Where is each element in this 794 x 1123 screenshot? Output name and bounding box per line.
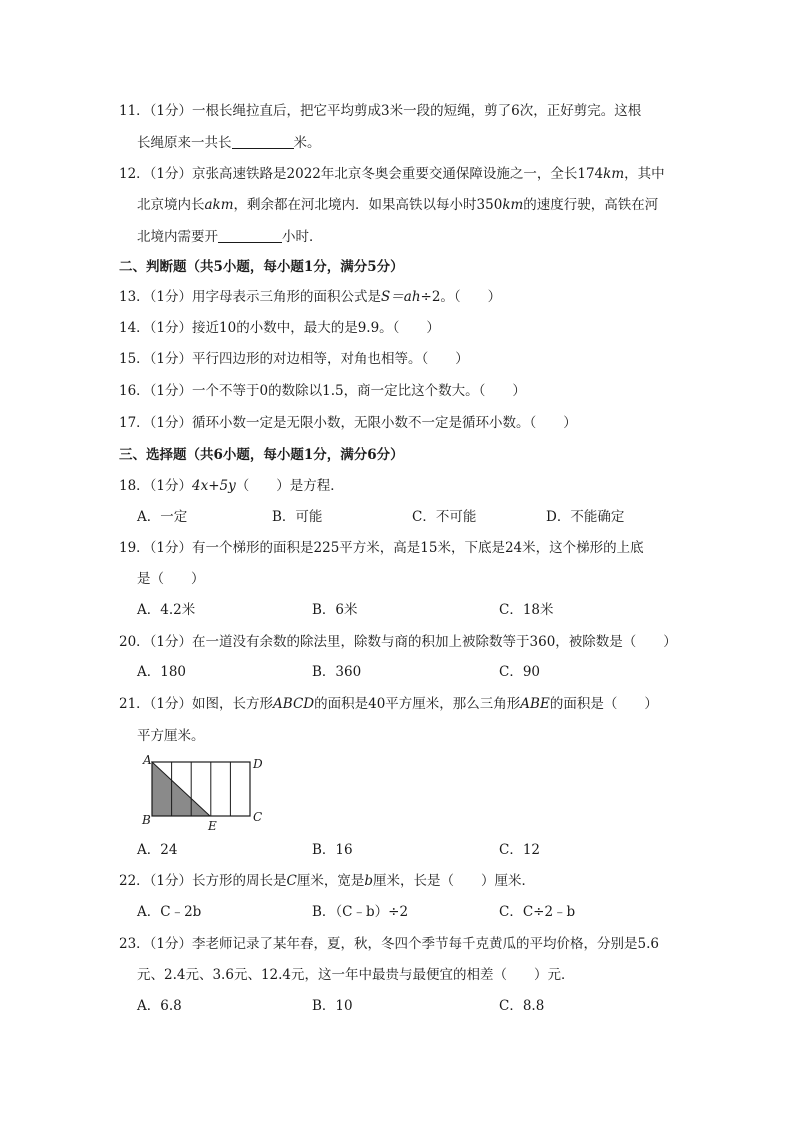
q21-text-a: 21．（1分）如图，长方形 bbox=[119, 696, 274, 712]
q12-text-b: ，其中 bbox=[624, 166, 665, 182]
q12-line3 bbox=[137, 227, 323, 247]
q12-line1 bbox=[119, 164, 665, 184]
q22-text-b: 厘米，宽是 bbox=[296, 873, 365, 889]
q22-line1 bbox=[119, 871, 535, 891]
q20-line1: 20．（1分）在一道没有余数的除法里，除数与商的积加上被除数等于360，被除数是（ ） bbox=[119, 634, 677, 650]
q14-line: 14．（1分）接近10的小数中，最大的是9.9。（ ） bbox=[119, 320, 440, 336]
q21-option-a[interactable]: A．24 bbox=[137, 842, 178, 858]
q21-line2: 平方厘米。 bbox=[137, 728, 205, 744]
q21-rectangle-figure bbox=[138, 752, 278, 832]
q23-option-a[interactable]: A．6.8 bbox=[137, 998, 182, 1014]
q20-option-b[interactable]: B．360 bbox=[312, 664, 362, 680]
q12-unit-km: km bbox=[603, 166, 625, 182]
q11-text-a: 长绳原来一共长 bbox=[137, 135, 232, 151]
q22-option-c[interactable]: C．C÷2﹣b bbox=[499, 904, 576, 920]
q16-line: 16．（1分）一个不等于0的数除以1.5，商一定比这个数大。（ ） bbox=[119, 383, 526, 399]
q22-text-a: 22．（1分）长方形的周长是 bbox=[119, 873, 287, 889]
q18-option-d[interactable]: D．不能确定 bbox=[546, 509, 625, 525]
q12-answer-blank[interactable] bbox=[218, 228, 282, 243]
q12-text-f: 北境内需要开 bbox=[137, 229, 218, 245]
q19-option-c[interactable]: C．18米 bbox=[499, 602, 554, 618]
q15-line: 15．（1分）平行四边形的对边相等，对角也相等。（ ） bbox=[119, 351, 469, 367]
label-c: C bbox=[253, 810, 263, 824]
q23-line2: 元、2.4元、3.6元、12.4元，这一年中最贵与最便宜的相差（ ）元． bbox=[137, 967, 575, 983]
q18-expression: 4x+5y bbox=[192, 478, 236, 494]
q12-unit-km-2: km bbox=[502, 197, 524, 213]
q22-text-c: 厘米，长是（ ）厘米． bbox=[373, 873, 536, 889]
q12-text-c: 北京境内长 bbox=[137, 197, 205, 213]
q20-option-c[interactable]: C．90 bbox=[499, 664, 541, 680]
q21-text-b: 的面积是40平方厘米，那么三角形 bbox=[314, 696, 521, 712]
label-d: D bbox=[253, 757, 263, 771]
q17-line: 17．（1分）循环小数一定是无限小数，无限小数不一定是循环小数。（ ） bbox=[119, 415, 577, 431]
q11-line1: 11．（1分）一根长绳拉直后，把它平均剪成3米一段的短绳，剪了6次，正好剪完。这根 bbox=[119, 103, 642, 119]
q21-line1 bbox=[119, 694, 658, 714]
label-b: B bbox=[142, 813, 151, 827]
q11-line2 bbox=[137, 133, 321, 153]
q11-text-b: 米。 bbox=[293, 135, 321, 151]
q18-line bbox=[119, 476, 344, 496]
q21-option-b[interactable]: B．16 bbox=[312, 842, 353, 858]
q20-option-a[interactable]: A．180 bbox=[137, 664, 187, 680]
q18-option-c[interactable]: C．不可能 bbox=[412, 509, 477, 525]
label-a: A bbox=[143, 753, 152, 767]
q18-text-b: （ ）是方程． bbox=[235, 478, 344, 494]
q13-text-b: ÷2。（ ） bbox=[420, 289, 502, 305]
section-heading-choice: 三、选择题（共6小题，每小题1分，满分6分） bbox=[119, 447, 404, 463]
q13-text-a: 13．（1分）用字母表示三角形的面积公式是 bbox=[119, 289, 382, 305]
q18-option-b[interactable]: B．可能 bbox=[272, 509, 323, 525]
q12-var-akm: akm bbox=[204, 197, 234, 213]
section-heading-judgement: 二、判断题（共5小题，每小题1分，满分5分） bbox=[119, 259, 404, 275]
q21-option-c[interactable]: C．12 bbox=[499, 842, 541, 858]
q13-formula: S＝ah bbox=[381, 289, 421, 305]
q12-line2 bbox=[137, 195, 658, 215]
q12-text-e: 的速度行驶，高铁在河 bbox=[523, 197, 659, 213]
q23-option-c[interactable]: C．8.8 bbox=[499, 998, 545, 1014]
q22-option-a[interactable]: A．C﹣2b bbox=[137, 904, 202, 920]
q22-var-c: C bbox=[286, 873, 297, 889]
q22-var-b: b bbox=[364, 873, 374, 889]
q18-text-a: 18．（1分） bbox=[119, 478, 193, 494]
q12-text-g: 小时． bbox=[282, 229, 323, 245]
q21-text-c: 的面积是（ ） bbox=[549, 696, 658, 712]
q19-line2: 是（ ） bbox=[137, 571, 205, 587]
q19-line1: 19．（1分）有一个梯形的面积是225平方米，高是15米，下底是24米，这个梯形的上底 bbox=[119, 540, 644, 556]
q18-option-a[interactable]: A．一定 bbox=[137, 509, 188, 525]
q19-option-a[interactable]: A．4.2米 bbox=[137, 602, 196, 618]
q13-line bbox=[119, 287, 501, 307]
q12-text-a: 12．（1分）京张高速铁路是2022年北京冬奥会重要交通保障设施之一，全长174 bbox=[119, 166, 604, 182]
q19-option-b[interactable]: B．6米 bbox=[312, 602, 358, 618]
label-e: E bbox=[208, 819, 217, 832]
q21-rect-name: ABCD bbox=[273, 696, 315, 712]
shaded-triangle-abe bbox=[152, 762, 210, 816]
q22-option-b[interactable]: B．（C﹣b）÷2 bbox=[312, 904, 409, 920]
q12-text-d: ，剩余都在河北境内．如果高铁以每小时350 bbox=[233, 197, 503, 213]
q23-option-b[interactable]: B．10 bbox=[312, 998, 353, 1014]
q23-line1: 23．（1分）李老师记录了某年春，夏，秋，冬四个季节每千克黄瓜的平均价格，分别是5.6 bbox=[119, 936, 659, 952]
q21-tri-name: ABE bbox=[520, 696, 550, 712]
q11-answer-blank[interactable] bbox=[232, 134, 294, 149]
